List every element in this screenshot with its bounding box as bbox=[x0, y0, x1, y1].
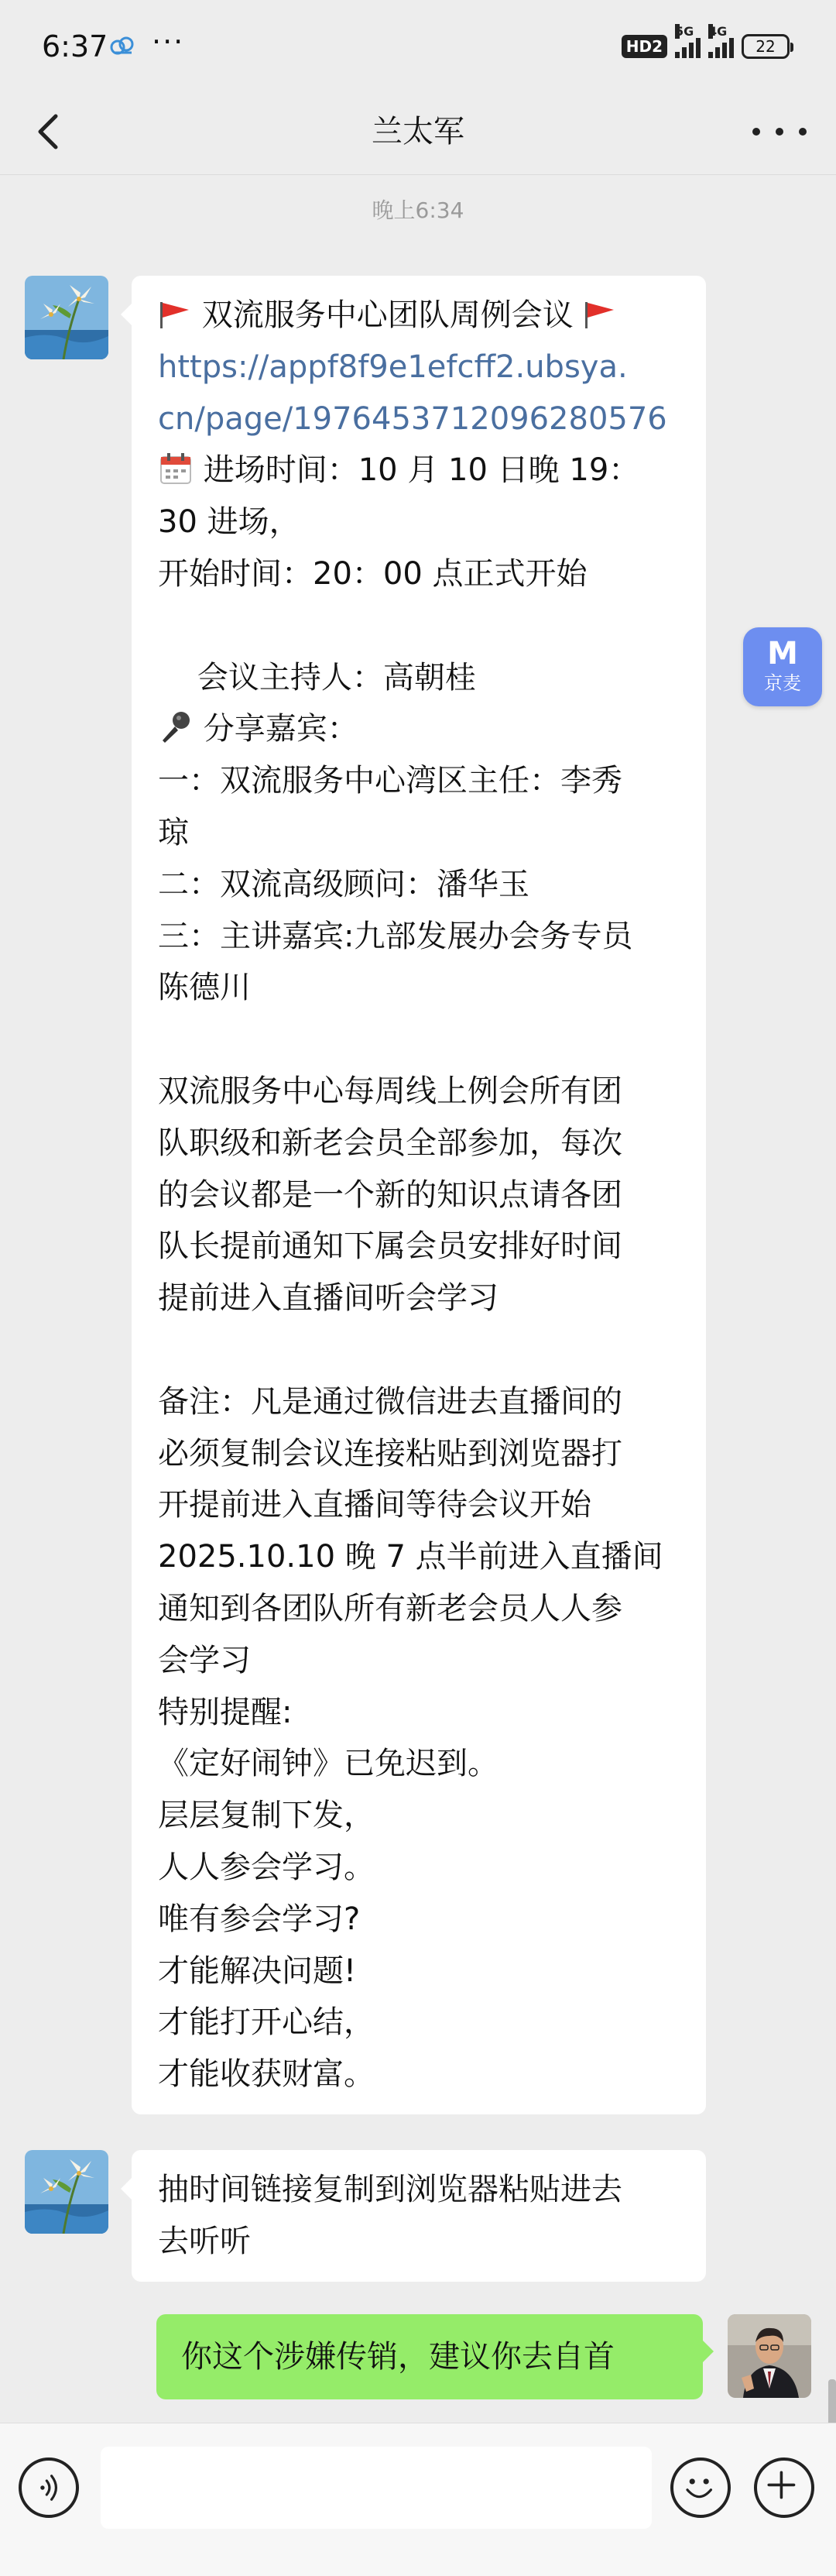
hd-badge: HD2 bbox=[622, 35, 667, 58]
message-line: 备注：凡是通过微信进去直播间的 bbox=[158, 1383, 622, 1420]
message-line: 抽时间链接复制到浏览器粘贴进去 bbox=[158, 2172, 622, 2207]
chat-input-bar bbox=[0, 2423, 836, 2576]
status-indicators bbox=[622, 24, 790, 62]
message-line: 琼 bbox=[158, 814, 189, 850]
voice-input-icon[interactable] bbox=[19, 2458, 79, 2518]
message-text: 进场时间：10 月 10 日晚 19： bbox=[203, 452, 640, 489]
message-line: 通知到各团队所有新老会员人人参 bbox=[158, 1590, 622, 1626]
message-text: 双流服务中心团队周例会议 bbox=[201, 297, 574, 333]
calendar-icon bbox=[158, 451, 194, 486]
jingmai-logo-icon: M bbox=[767, 636, 798, 671]
message-input[interactable] bbox=[101, 2447, 652, 2529]
signal-5g-label: 5G bbox=[675, 24, 694, 39]
status-bar bbox=[0, 0, 836, 93]
microphone-icon bbox=[158, 709, 194, 745]
message-text: 分享嘉宾： bbox=[203, 711, 358, 747]
my-avatar[interactable] bbox=[728, 2314, 811, 2398]
cloud-icon bbox=[110, 36, 136, 56]
message-line: 必须复制会议连接粘贴到浏览器打 bbox=[158, 1435, 622, 1472]
chat-title: 兰太军 bbox=[372, 114, 464, 149]
scrollbar-thumb[interactable] bbox=[828, 2379, 836, 2426]
message-line: 2025.10.10 晚 7 点半前进入直播间 bbox=[158, 1539, 663, 1575]
signal-4g-label: 4G bbox=[708, 24, 728, 39]
message-line: 双流服务中心每周线上例会所有团 bbox=[158, 1073, 622, 1109]
message-bubble[interactable] bbox=[132, 2150, 706, 2282]
message-line bbox=[158, 290, 680, 342]
contact-avatar[interactable] bbox=[25, 276, 108, 359]
message-line bbox=[158, 600, 680, 652]
status-more-dots: ··· bbox=[152, 25, 185, 59]
battery-icon bbox=[742, 34, 790, 59]
message-line: 你这个涉嫌传销，建议你去自首 bbox=[181, 2339, 615, 2375]
message-line: 一：双流服务中心湾区主任：李秀 bbox=[158, 763, 622, 799]
emoji-icon[interactable] bbox=[670, 2458, 731, 2518]
message-line bbox=[158, 703, 680, 755]
jingmai-float-button[interactable] bbox=[743, 627, 822, 706]
message-line: 陈德川 bbox=[158, 970, 251, 1006]
message-line: 人人参会学习。 bbox=[158, 1849, 375, 1885]
message-line: 会议主持人：高朝桂 bbox=[158, 659, 476, 696]
message-line: 三：主讲嘉宾:九部发展办会务专员 bbox=[158, 918, 633, 954]
message-line: 二：双流高级顾问：潘华玉 bbox=[158, 866, 529, 902]
message-timestamp: 晚上6:34 bbox=[372, 197, 464, 223]
message-line: 的会议都是一个新的知识点请各团 bbox=[158, 1176, 622, 1213]
message-line: 30 进场， bbox=[158, 504, 300, 541]
message-line: 特别提醒: bbox=[158, 1694, 293, 1730]
status-time: 6:37 bbox=[42, 29, 108, 64]
more-options-icon[interactable] bbox=[752, 104, 807, 160]
battery-level: 22 bbox=[755, 37, 776, 56]
jingmai-label: 京麦 bbox=[764, 672, 801, 694]
message-line bbox=[158, 1014, 680, 1066]
message-line: 开提前进入直播间等待会议开始 bbox=[158, 1487, 591, 1523]
message-line: 唯有参会学习? bbox=[158, 1901, 361, 1937]
message-bubble-sent[interactable] bbox=[156, 2314, 703, 2399]
message-line: 提前进入直播间听会学习 bbox=[158, 1280, 499, 1317]
message-line: 才能解决问题! bbox=[158, 1953, 357, 1989]
meeting-link[interactable]: cn/page/1976453712096280576 bbox=[158, 400, 667, 437]
message-line: 层层复制下发， bbox=[158, 1798, 375, 1834]
message-line: 《定好闹钟》已免迟到。 bbox=[158, 1746, 499, 1782]
contact-avatar[interactable] bbox=[25, 2150, 108, 2234]
chat-header bbox=[0, 93, 836, 174]
message-line bbox=[158, 1324, 680, 1376]
message-line: 才能收获财富。 bbox=[158, 2056, 375, 2093]
meeting-link[interactable]: https://appf8f9e1efcff2.ubsya. bbox=[158, 349, 628, 385]
red-flag-icon bbox=[583, 301, 617, 328]
header-divider bbox=[0, 174, 836, 175]
red-flag-icon bbox=[158, 301, 192, 328]
message-line: 队长提前通知下属会员安排好时间 bbox=[158, 1228, 622, 1265]
message-line: 才能打开心结， bbox=[158, 2004, 375, 2041]
message-line: 去听听 bbox=[158, 2223, 251, 2259]
message-line: 开始时间：20：00 点正式开始 bbox=[158, 555, 588, 592]
message-line bbox=[158, 445, 680, 496]
signal-5g-icon bbox=[675, 24, 701, 58]
plus-icon[interactable] bbox=[754, 2458, 814, 2518]
message-line: 队职级和新老会员全部参加，每次 bbox=[158, 1125, 622, 1161]
signal-4g-icon bbox=[708, 24, 734, 58]
message-line: 会学习 bbox=[158, 1642, 251, 1678]
message-bubble[interactable] bbox=[132, 276, 706, 2114]
